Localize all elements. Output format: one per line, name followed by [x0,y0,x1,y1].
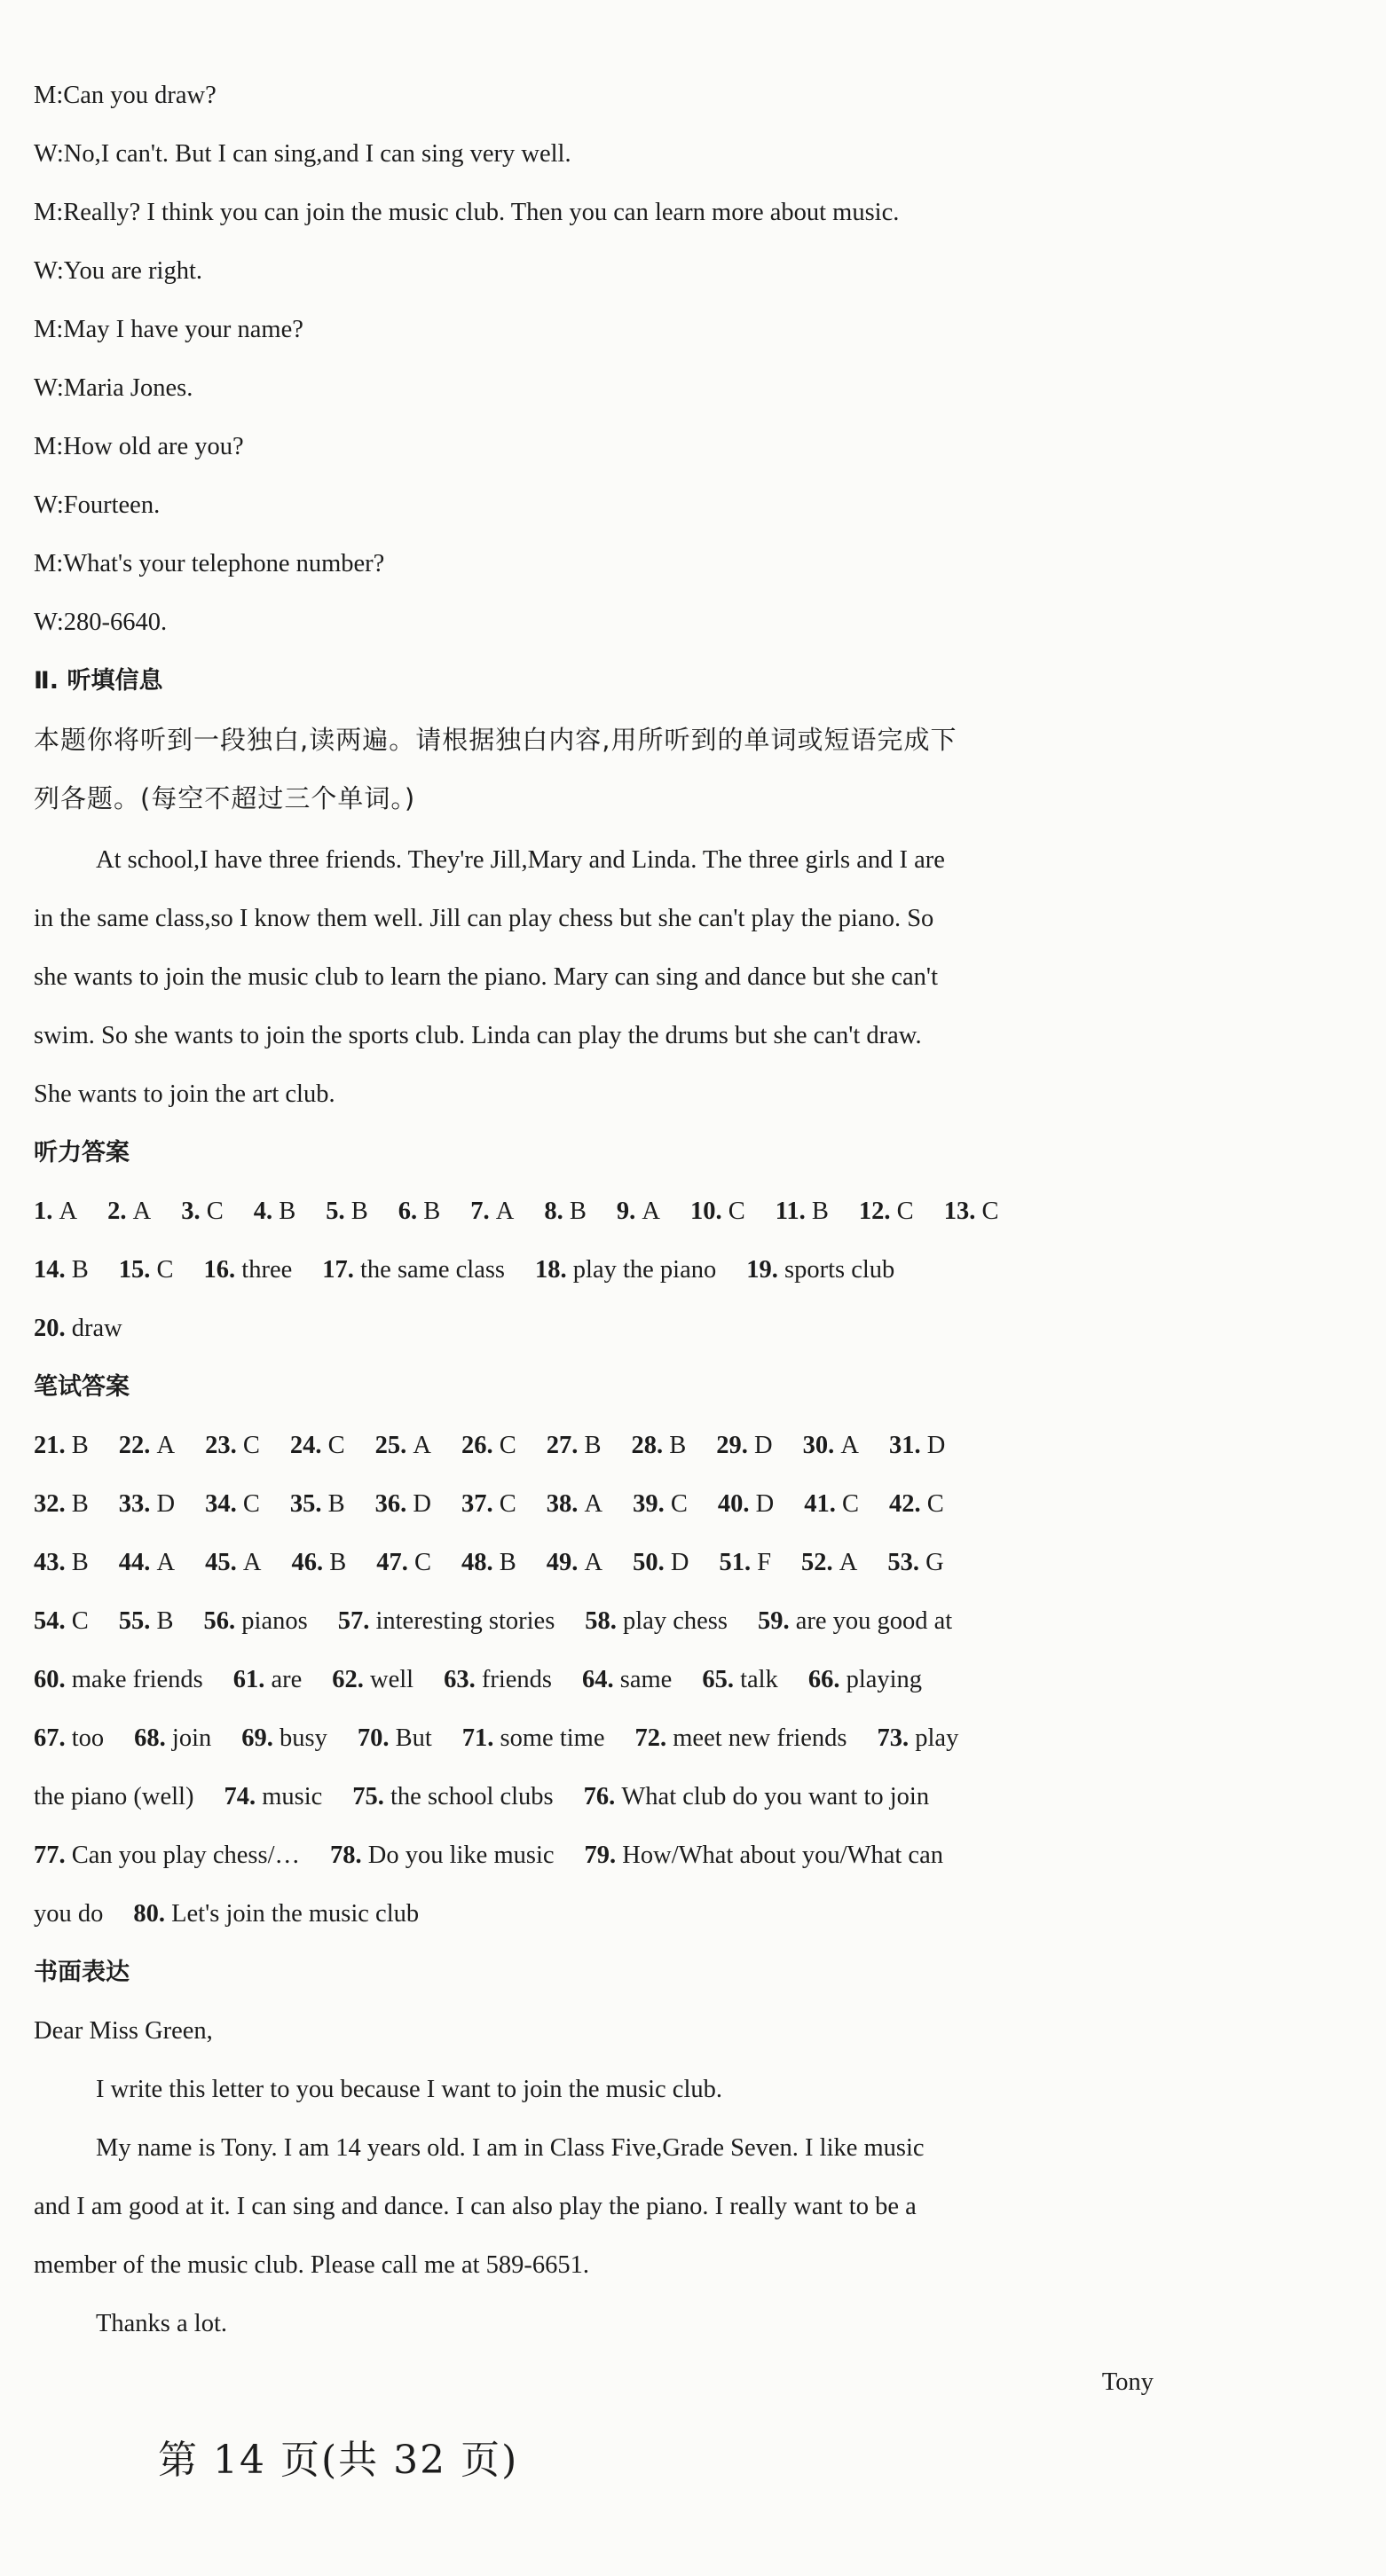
answer-text: F [757,1549,772,1576]
answer-text: C [670,1490,688,1518]
answer-text: too [71,1724,105,1752]
letter-paragraph: and I am good at it. I can sing and dance. I can also play the piano. I really want to be a [34,2193,917,2220]
answer-number: 61. [232,1666,272,1693]
answer-item [34,1783,193,1810]
answer-text: G [925,1549,944,1576]
answer-text: A [156,1432,176,1459]
answer-text: make friends [71,1666,203,1693]
answer-text: are [271,1666,303,1693]
answer-item [134,1724,211,1752]
answer-number: 51. [719,1549,758,1576]
answer-item [375,1432,431,1459]
listening-answers-heading: 听力答案 [34,1139,130,1166]
answer-number: 32. [34,1490,72,1518]
answer-text: play the piano [572,1256,717,1284]
answer-item [34,1549,89,1576]
answer-number: 41. [804,1490,842,1518]
letter-signature: Tony [1101,2368,1154,2396]
answer-item [719,1549,771,1576]
answer-item [133,1900,419,1928]
answer-text: But [395,1724,432,1752]
answer-number: 5. [326,1198,351,1225]
answer-text: C [206,1198,224,1225]
answer-number: 11. [775,1198,812,1225]
answer-number: 72. [634,1724,673,1752]
answer-text: three [241,1256,293,1284]
answer-text: A [242,1549,262,1576]
letter-paragraph: member of the music club. Please call me at 589-6651. [34,2251,590,2279]
answer-text: are you good at [795,1607,953,1635]
answer-item [584,1783,929,1810]
answer-text: D [926,1432,946,1459]
answer-number: 64. [582,1666,620,1693]
answer-text: interesting stories [375,1607,555,1635]
answer-text: A [413,1432,431,1459]
answer-item [376,1549,431,1576]
answer-text: C [728,1198,745,1225]
answer-text: How/What about you/What can [622,1842,943,1869]
answer-text: B [584,1432,602,1459]
answer-item [254,1198,296,1225]
answer-text: B [350,1198,368,1225]
answer-text: the school clubs [390,1783,554,1810]
passage-line: She wants to join the art club. [34,1080,335,1108]
writing-heading: 书面表达 [34,1959,130,1986]
answer-text: A [59,1198,78,1225]
section-instruction: 本题你将听到一段独白,读两遍。请根据独白内容,用所听到的单词或短语完成下 [34,725,957,755]
answer-text: friends [481,1666,552,1693]
answer-text: B [569,1198,587,1225]
answer-item [944,1198,999,1225]
answer-item [803,1432,859,1459]
answer-item [547,1490,602,1518]
answer-number: 62. [332,1666,371,1693]
answer-text: B [669,1432,687,1459]
answer-text: same [619,1666,673,1693]
answer-text: What club do you want to join [621,1783,930,1810]
answer-number: 59. [757,1607,796,1635]
answer-number: 27. [546,1432,585,1459]
answer-item [801,1549,857,1576]
answer-item [461,1549,516,1576]
answer-number: 25. [374,1432,413,1459]
answer-text: C [156,1256,174,1284]
answer-text: Can you play chess/… [71,1842,301,1869]
answer-item [326,1198,368,1225]
dialogue-line: M:May I have your name? [34,316,303,343]
answer-item [233,1666,303,1693]
answer-text: B [156,1607,174,1635]
answer-number: 28. [631,1432,670,1459]
answer-number: 19. [746,1256,784,1284]
answer-item [332,1666,413,1693]
dialogue-line: M:Can you draw? [34,82,217,109]
answer-text: B [499,1549,516,1576]
passage-line: in the same class,so I know them well. Jill can play chess but she can't play the piano. So [34,905,934,932]
answer-item [470,1198,514,1225]
answer-row [34,1662,1161,1698]
answer-item [204,1256,293,1284]
answer-number: 63. [444,1666,482,1693]
answer-number: 3. [181,1198,207,1225]
answer-item [34,1490,89,1518]
answer-item [585,1607,728,1635]
answer-text: C [71,1607,89,1635]
answer-item [585,1842,943,1869]
answer-text: playing [846,1666,923,1693]
answer-number: 55. [118,1607,157,1635]
answer-text: D [413,1490,431,1518]
answer-number: 79. [584,1842,623,1869]
answer-number: 29. [716,1432,755,1459]
answer-text: C [896,1198,914,1225]
answer-number: 38. [546,1490,585,1518]
answer-number: 69. [241,1724,280,1752]
answer-number: 60. [34,1666,72,1693]
answer-item [889,1490,944,1518]
dialogue-line: W:You are right. [34,257,202,285]
answer-text: C [242,1432,260,1459]
answer-number: 49. [546,1549,585,1576]
answer-text: join [171,1724,212,1752]
answer-item [205,1490,260,1518]
answer-text: C [242,1490,260,1518]
answer-number: 18. [535,1256,573,1284]
answer-item [690,1198,745,1225]
answer-number: 76. [583,1783,622,1810]
answer-item [878,1724,959,1752]
answer-number: 2. [107,1198,133,1225]
answer-number: 1. [34,1198,59,1225]
answer-number: 16. [203,1256,242,1284]
answer-number: 13. [943,1198,982,1225]
answer-item [716,1432,772,1459]
answer-text: B [71,1490,89,1518]
answer-number: 57. [337,1607,376,1635]
dialogue-line: M:What's your telephone number? [34,550,385,577]
answer-number: 66. [807,1666,847,1693]
answer-text: draw [71,1315,122,1342]
answer-number: 53. [887,1549,926,1576]
answer-item [461,1432,516,1459]
answer-item [107,1198,151,1225]
answer-number: 46. [291,1549,330,1576]
dialogue-line: M:Really? I think you can join the music club. Then you can learn more about music. [34,199,900,226]
answer-item [859,1198,914,1225]
answer-text: A [132,1198,152,1225]
answer-number: 8. [544,1198,570,1225]
answer-item [702,1666,778,1693]
answer-item [718,1490,774,1518]
answer-number: 31. [888,1432,927,1459]
answer-number: 70. [357,1724,396,1752]
answer-number: 21. [34,1432,72,1459]
answer-number: 33. [118,1490,157,1518]
answer-row [34,1194,1161,1229]
answer-item [582,1666,672,1693]
answer-number: 34. [205,1490,243,1518]
letter-salutation: Dear Miss Green, [34,2017,213,2045]
answer-item [330,1842,555,1869]
answer-item [338,1607,555,1635]
answer-text: the piano (well) [34,1783,194,1810]
answer-item [34,1724,104,1752]
answer-row [34,1545,1161,1581]
answer-item [119,1549,175,1576]
answer-item [633,1490,688,1518]
answer-number: 15. [118,1256,157,1284]
answer-item [547,1549,602,1576]
answer-text: pianos [241,1607,308,1635]
answer-number: 37. [461,1490,500,1518]
answer-number: 24. [289,1432,328,1459]
answer-item [746,1256,894,1284]
answer-text: C [499,1432,516,1459]
answer-text: D [670,1549,689,1576]
answer-item [808,1666,922,1693]
answer-text: B [279,1198,296,1225]
answer-text: B [71,1549,89,1576]
answer-number: 14. [34,1256,72,1284]
answer-item [34,1256,89,1284]
answer-number: 20. [34,1315,72,1342]
answer-row [34,1428,1161,1464]
answer-number: 67. [34,1724,72,1752]
answer-item [758,1607,952,1635]
dialogue-line: M:How old are you? [34,433,244,460]
answer-item [322,1256,505,1284]
answer-row [34,1838,1161,1873]
answer-text: A [495,1198,515,1225]
answer-item [34,1842,300,1869]
answer-text: A [839,1549,858,1576]
answer-item [291,1549,346,1576]
answer-item [181,1198,224,1225]
letter-closing: Thanks a lot. [96,2310,228,2337]
answer-text: Do you like music [367,1842,555,1869]
dialogue-line: W:280-6640. [34,609,168,636]
answer-item [34,1198,77,1225]
answer-number: 50. [633,1549,671,1576]
answer-item [617,1198,660,1225]
answer-number: 68. [134,1724,172,1752]
answer-row [34,1253,1161,1288]
answer-text: C [413,1549,431,1576]
answer-number: 9. [616,1198,642,1225]
answer-number: 10. [689,1198,728,1225]
answer-text: C [926,1490,944,1518]
answer-number: 56. [203,1607,242,1635]
answer-row [34,1604,1161,1639]
answer-item [205,1432,260,1459]
answer-number: 75. [352,1783,391,1810]
answer-item [804,1490,859,1518]
answer-item [119,1256,174,1284]
section-instruction: 列各题。(每空不超过三个单词。) [34,783,416,813]
answer-item [290,1432,345,1459]
answer-item [241,1724,327,1752]
written-answers-heading: 笔试答案 [34,1373,130,1401]
answer-text: B [327,1490,345,1518]
passage-line: swim. So she wants to join the sports club. Linda can play the drums but she can't draw. [34,1022,922,1049]
answer-item [204,1607,308,1635]
answer-text: sports club [784,1256,895,1284]
answer-item [398,1198,441,1225]
letter-paragraph: I write this letter to you because I want to join the music club. [96,2076,722,2103]
answer-row [34,1897,1161,1932]
answer-number: 26. [461,1432,500,1459]
answer-item [444,1666,552,1693]
answer-number: 4. [253,1198,280,1225]
answer-text: B [71,1432,89,1459]
answer-number: 6. [398,1198,424,1225]
passage-line: she wants to join the music club to learn the piano. Mary can sing and dance but she can't [34,963,938,991]
answer-text: the same class [360,1256,506,1284]
answer-text: B [71,1256,89,1284]
answer-text: well [370,1666,414,1693]
answer-item [119,1607,174,1635]
answer-item [34,1900,103,1928]
answer-text: D [755,1490,775,1518]
passage-line: At school,I have three friends. They're Jill,Mary and Linda. The three girls and I are [96,846,945,874]
answer-item [375,1490,431,1518]
answer-text: busy [280,1724,327,1752]
dialogue-line: W:Fourteen. [34,491,161,519]
answer-text: B [329,1549,347,1576]
answer-text: C [981,1198,999,1225]
answer-text: C [327,1432,345,1459]
answer-text: play [915,1724,959,1752]
answer-row [34,1721,1161,1756]
answer-number: 47. [376,1549,414,1576]
answer-text: A [584,1549,603,1576]
answer-text: you do [34,1900,104,1928]
answer-text: C [499,1490,516,1518]
answer-number: 23. [205,1432,243,1459]
answer-text: play chess [623,1607,728,1635]
answer-item [34,1666,203,1693]
answer-number: 73. [877,1724,916,1752]
answer-number: 74. [224,1783,263,1810]
answer-item [224,1783,322,1810]
answer-item [34,1315,122,1342]
dialogue-line: W:No,I can't. But I can sing,and I can sing very well. [34,140,571,168]
answer-number: 44. [118,1549,157,1576]
section-heading: Ⅱ. 听填信息 [34,667,163,695]
answer-text: meet new friends [673,1724,847,1752]
answer-number: 7. [470,1198,496,1225]
answer-number: 40. [717,1490,756,1518]
answer-number: 58. [585,1607,624,1635]
answer-item [119,1432,175,1459]
answer-text: some time [500,1724,605,1752]
answer-number: 35. [289,1490,328,1518]
answer-text: C [841,1490,859,1518]
answer-item [119,1490,175,1518]
answer-item [358,1724,432,1752]
answer-text: A [156,1549,176,1576]
answer-item [776,1198,829,1225]
letter-paragraph: My name is Tony. I am 14 years old. I am in Class Five,Grade Seven. I like music [96,2134,925,2162]
answer-row [34,1487,1161,1522]
answer-text: A [840,1432,859,1459]
answer-number: 65. [702,1666,741,1693]
answer-number: 71. [461,1724,500,1752]
answer-item [462,1724,605,1752]
answer-item [34,1432,89,1459]
answer-item [34,1607,89,1635]
answer-item [632,1432,687,1459]
answer-number: 80. [133,1900,172,1928]
answer-number: 78. [330,1842,368,1869]
answer-text: B [811,1198,829,1225]
answer-item [889,1432,945,1459]
answer-number: 48. [461,1549,500,1576]
answer-item [635,1724,847,1752]
answer-number: 42. [888,1490,927,1518]
answer-text: A [584,1490,603,1518]
answer-item [633,1549,689,1576]
answer-text: B [423,1198,441,1225]
answer-text: A [642,1198,660,1225]
answer-number: 52. [801,1549,839,1576]
answer-item [544,1198,587,1225]
answer-text: music [262,1783,323,1810]
answer-item [352,1783,553,1810]
answer-number: 17. [322,1256,360,1284]
answer-item [535,1256,716,1284]
answer-item [461,1490,516,1518]
answer-number: 54. [34,1607,72,1635]
answer-row [34,1311,1161,1347]
dialogue-line: W:Maria Jones. [34,374,193,402]
answer-text: Let's join the music club [171,1900,420,1928]
answer-item [205,1549,261,1576]
answer-text: D [754,1432,773,1459]
page-number: 第 14 页(共 32 页) [158,2438,519,2483]
answer-item [887,1549,943,1576]
answer-number: 22. [118,1432,157,1459]
answer-text: D [156,1490,176,1518]
answer-number: 12. [858,1198,897,1225]
answer-number: 30. [802,1432,841,1459]
answer-item [290,1490,345,1518]
answer-item [547,1432,602,1459]
answer-number: 43. [34,1549,72,1576]
answer-number: 77. [34,1842,72,1869]
answer-number: 36. [374,1490,413,1518]
answer-number: 39. [633,1490,671,1518]
answer-row [34,1779,1161,1815]
answer-number: 45. [205,1549,243,1576]
answer-text: talk [740,1666,778,1693]
